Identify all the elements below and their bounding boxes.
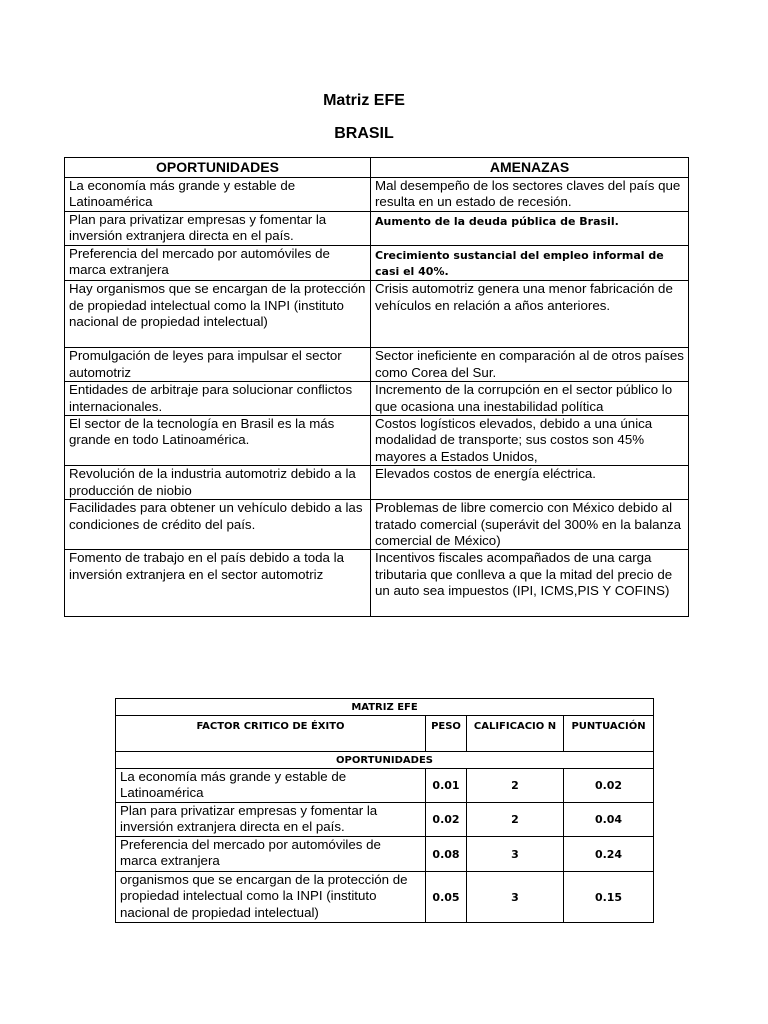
factor-cell: organismos que se encargan de la protección de propiedad intelectual como la INPI (instituto nacional de propiedad intelectual) <box>116 872 426 923</box>
table-row <box>65 382 689 416</box>
score-cell: 0.02 <box>564 769 654 803</box>
threat-cell: Mal desempeño de los sectores claves del país que resulta en un estado de recesión. <box>371 178 689 212</box>
opportunities-section-label: OPORTUNIDADES <box>116 752 654 769</box>
factor-header: FACTOR CRITICO DE ÉXITO <box>116 716 426 752</box>
opportunities-header: OPORTUNIDADES <box>65 158 371 178</box>
table-row <box>116 803 654 837</box>
score-cell: 0.15 <box>564 872 654 923</box>
factor-cell: Plan para privatizar empresas y fomentar la inversión extranjera directa en el país. <box>116 803 426 837</box>
opportunity-cell: Revolución de la industria automotriz debido a la producción de niobio <box>65 466 371 500</box>
opportunity-cell: Promulgación de leyes para impulsar el sector automotriz <box>65 348 371 382</box>
rating-header: CALIFICACIO N <box>467 716 564 752</box>
efe-section-row <box>116 752 654 769</box>
table-row <box>65 281 689 348</box>
table-row <box>65 211 689 245</box>
threat-cell: Elevados costos de energía eléctrica. <box>371 466 689 500</box>
opportunity-cell: El sector de la tecnología en Brasil es la más grande en todo Latinoamérica. <box>65 416 371 466</box>
threat-cell: Aumento de la deuda pública de Brasil. <box>371 211 689 245</box>
efe-title-row <box>116 699 654 716</box>
factor-cell: La economía más grande y estable de Latinoamérica <box>116 769 426 803</box>
factor-cell: Preferencia del mercado por automóviles de marca extranjera <box>116 837 426 872</box>
table-row <box>65 348 689 382</box>
threat-cell: Problemas de libre comercio con México debido al tratado comercial (superávit del 300% en la balanza comercial de México) <box>371 500 689 550</box>
threat-cell: Costos logísticos elevados, debido a una única modalidad de transporte; sus costos son 45% mayores a Estados Unidos, <box>371 416 689 466</box>
opportunity-cell: Facilidades para obtener un vehículo debido a las condiciones de crédito del país. <box>65 500 371 550</box>
weight-cell: 0.01 <box>426 769 467 803</box>
table-row <box>65 416 689 466</box>
table-row <box>65 245 689 281</box>
table-row <box>65 466 689 500</box>
threat-cell: Incremento de la corrupción en el sector público lo que ocasiona una inestabilidad política <box>371 382 689 416</box>
table-row <box>116 872 654 923</box>
table-row <box>116 769 654 803</box>
table-row <box>65 178 689 212</box>
table-row <box>65 500 689 550</box>
weight-cell: 0.02 <box>426 803 467 837</box>
swot-table <box>64 157 689 617</box>
score-cell: 0.04 <box>564 803 654 837</box>
threats-header: AMENAZAS <box>371 158 689 178</box>
opportunity-cell: La economía más grande y estable de Latinoamérica <box>65 178 371 212</box>
efe-matrix-title: MATRIZ EFE <box>116 699 654 716</box>
weight-header: PESO <box>426 716 467 752</box>
efe-matrix-table <box>115 698 654 923</box>
document-subtitle: BRASIL <box>334 125 394 142</box>
opportunity-cell: Hay organismos que se encargan de la protección de propiedad intelectual como la INPI (instituto nacional de propiedad intelectual) <box>65 281 371 348</box>
score-cell: 0.24 <box>564 837 654 872</box>
weight-cell: 0.08 <box>426 837 467 872</box>
threat-cell: Crisis automotriz genera una menor fabricación de vehículos en relación a años anteriores. <box>371 281 689 348</box>
table-row <box>116 837 654 872</box>
rating-cell: 3 <box>467 837 564 872</box>
table-row <box>65 550 689 617</box>
document-title: Matriz EFE <box>323 92 405 109</box>
opportunity-cell: Entidades de arbitraje para solucionar conflictos internacionales. <box>65 382 371 416</box>
efe-header-row <box>116 716 654 752</box>
threat-cell: Crecimiento sustancial del empleo informal de casi el 40%. <box>371 245 689 281</box>
opportunity-cell: Fomento de trabajo en el país debido a toda la inversión extranjera en el sector automotriz <box>65 550 371 617</box>
score-header: PUNTUACIÓN <box>564 716 654 752</box>
rating-cell: 3 <box>467 872 564 923</box>
opportunity-cell: Preferencia del mercado por automóviles de marca extranjera <box>65 245 371 281</box>
threat-cell: Sector ineficiente en comparación al de otros países como Corea del Sur. <box>371 348 689 382</box>
opportunity-cell: Plan para privatizar empresas y fomentar la inversión extranjera directa en el país. <box>65 211 371 245</box>
weight-cell: 0.05 <box>426 872 467 923</box>
table-header-row <box>65 158 689 178</box>
threat-cell: Incentivos fiscales acompañados de una carga tributaria que conlleva a que la mitad del precio de un auto sea impuestos (IPI, ICMS,PIS Y COFINS) <box>371 550 689 617</box>
rating-cell: 2 <box>467 803 564 837</box>
rating-cell: 2 <box>467 769 564 803</box>
